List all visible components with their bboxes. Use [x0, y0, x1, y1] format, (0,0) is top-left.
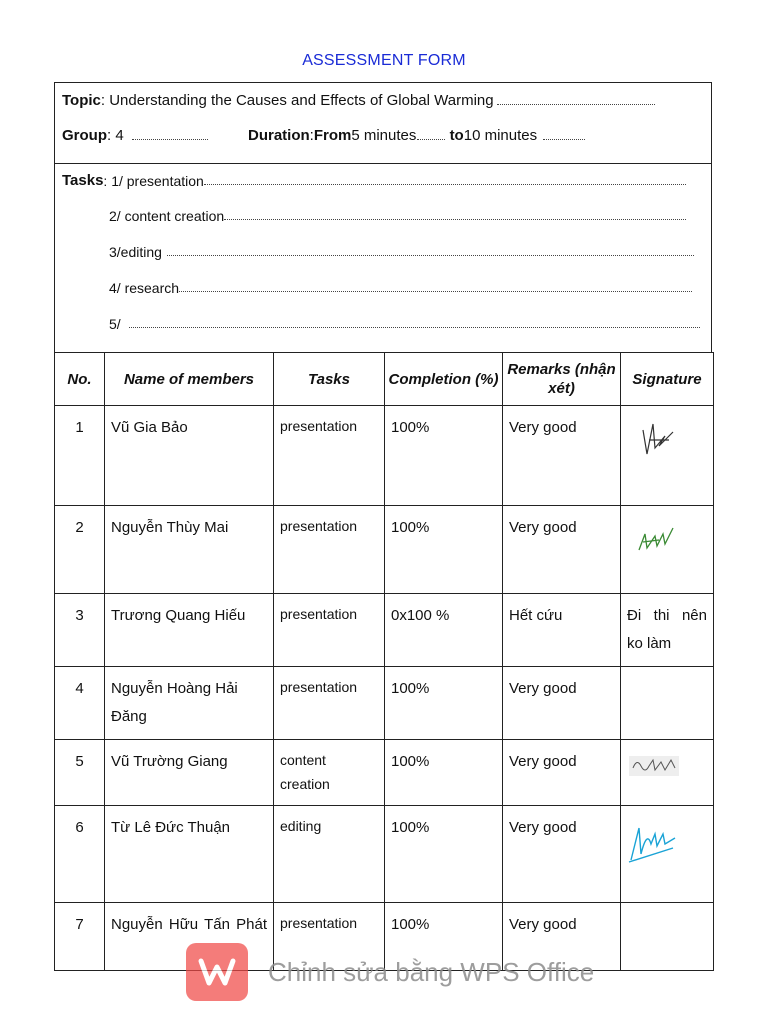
- signature-image: [625, 744, 685, 784]
- table-header-row: [55, 353, 714, 406]
- member-signature: [621, 903, 714, 971]
- row-number: 1: [55, 406, 105, 506]
- group-label: Group: [62, 127, 107, 144]
- table-row: [55, 667, 714, 740]
- member-remarks: Very good: [503, 406, 621, 506]
- task-dotted-line-5: [129, 327, 700, 328]
- member-signature: [621, 806, 714, 903]
- row-number: 7: [55, 903, 105, 971]
- task-dotted-line-1: [204, 184, 686, 185]
- table-row: [55, 406, 714, 506]
- signature-image: [625, 510, 685, 560]
- member-name: Trương Quang Hiếu: [105, 594, 274, 667]
- task-line-2: [109, 208, 686, 224]
- task-dotted-line-2: [224, 219, 686, 220]
- member-signature: [621, 740, 714, 806]
- table-row: [55, 740, 714, 806]
- signature-image: [625, 810, 685, 870]
- member-name: Từ Lê Đức Thuận: [105, 806, 274, 903]
- topic-value: : Understanding the Causes and Effects of Global Warming: [100, 92, 494, 109]
- header-name: Name of members: [105, 353, 274, 406]
- member-completion: 100%: [385, 667, 503, 740]
- header-signature: Signature: [621, 353, 714, 406]
- row-number: 6: [55, 806, 105, 903]
- member-completion: 100%: [385, 740, 503, 806]
- table-row: [55, 806, 714, 903]
- member-completion: 100%: [385, 406, 503, 506]
- topic-dotted-line: [497, 104, 655, 105]
- member-remarks: Very good: [503, 740, 621, 806]
- task-item-1: : 1/ presentation: [103, 173, 204, 189]
- from-dotted-line: [417, 139, 445, 140]
- tasks-label: Tasks: [62, 172, 104, 189]
- topic-label: Topic: [62, 92, 101, 109]
- row-number: 2: [55, 506, 105, 594]
- signature-image: [625, 410, 685, 460]
- member-name: Vũ Trường Giang: [105, 740, 274, 806]
- task-line-3: [109, 244, 694, 260]
- member-remarks: Very good: [503, 903, 621, 971]
- member-remarks: Very good: [503, 506, 621, 594]
- tasks-section: [54, 163, 712, 353]
- task-line-5: [109, 316, 700, 332]
- task-dotted-line-4: [179, 291, 692, 292]
- member-remarks: Hết cứu: [503, 594, 621, 667]
- to-label: to: [449, 127, 464, 144]
- member-signature: [621, 506, 714, 594]
- from-value: 5 minutes: [351, 127, 417, 144]
- member-task: editing: [274, 806, 385, 903]
- member-task: presentation: [274, 667, 385, 740]
- member-completion: 100%: [385, 903, 503, 971]
- row-number: 3: [55, 594, 105, 667]
- watermark-text: Chỉnh sửa bằng WPS Office: [268, 956, 595, 987]
- to-dotted-line: [543, 139, 585, 140]
- member-signature: [621, 406, 714, 506]
- member-task: presentation: [274, 506, 385, 594]
- member-completion: 0x100 %: [385, 594, 503, 667]
- task-item-5: 5/: [109, 316, 121, 332]
- header-completion: Completion (%): [385, 353, 503, 406]
- to-value: 10 minutes: [463, 127, 538, 144]
- table-row: [55, 506, 714, 594]
- wps-watermark: [186, 943, 594, 1001]
- member-task: content creation: [274, 740, 385, 806]
- member-completion: 100%: [385, 806, 503, 903]
- wps-logo-icon: [186, 943, 248, 1001]
- duration-line: [248, 127, 585, 144]
- task-dotted-line-3: [167, 255, 694, 256]
- member-remarks: Very good: [503, 806, 621, 903]
- task-line-4: [109, 280, 692, 296]
- member-task: presentation: [274, 903, 385, 971]
- header-no: No.: [55, 353, 105, 406]
- member-name: Nguyễn Hữu Tấn Phát: [105, 903, 274, 971]
- member-completion: 100%: [385, 506, 503, 594]
- task-line-1: [62, 172, 686, 189]
- table-row: [55, 594, 714, 667]
- duration-separator: :: [309, 127, 314, 144]
- header-remarks: Remarks (nhận xét): [503, 353, 621, 406]
- member-name: Vũ Gia Bảo: [105, 406, 274, 506]
- task-item-3: 3/editing: [109, 244, 162, 260]
- members-table: [54, 352, 714, 971]
- header-tasks: Tasks: [274, 353, 385, 406]
- row-number: 5: [55, 740, 105, 806]
- member-remarks: Very good: [503, 667, 621, 740]
- group-value: : 4: [107, 127, 124, 144]
- task-item-4: 4/ research: [109, 280, 180, 296]
- member-task: presentation: [274, 594, 385, 667]
- member-signature: [621, 667, 714, 740]
- group-line: [62, 127, 208, 144]
- row-number: 4: [55, 667, 105, 740]
- from-label: From: [313, 127, 352, 144]
- member-signature-note: Đi thi nên ko làm: [621, 594, 714, 667]
- member-name: Nguyễn Hoàng Hải Đăng: [105, 667, 274, 740]
- topic-section: [54, 82, 712, 164]
- group-dotted-line: [132, 139, 208, 140]
- member-task: presentation: [274, 406, 385, 506]
- task-item-2: 2/ content creation: [109, 208, 225, 224]
- topic-line: [62, 92, 655, 109]
- form-title: ASSESSMENT FORM: [302, 52, 466, 69]
- member-name: Nguyễn Thùy Mai: [105, 506, 274, 594]
- duration-label: Duration: [248, 127, 310, 144]
